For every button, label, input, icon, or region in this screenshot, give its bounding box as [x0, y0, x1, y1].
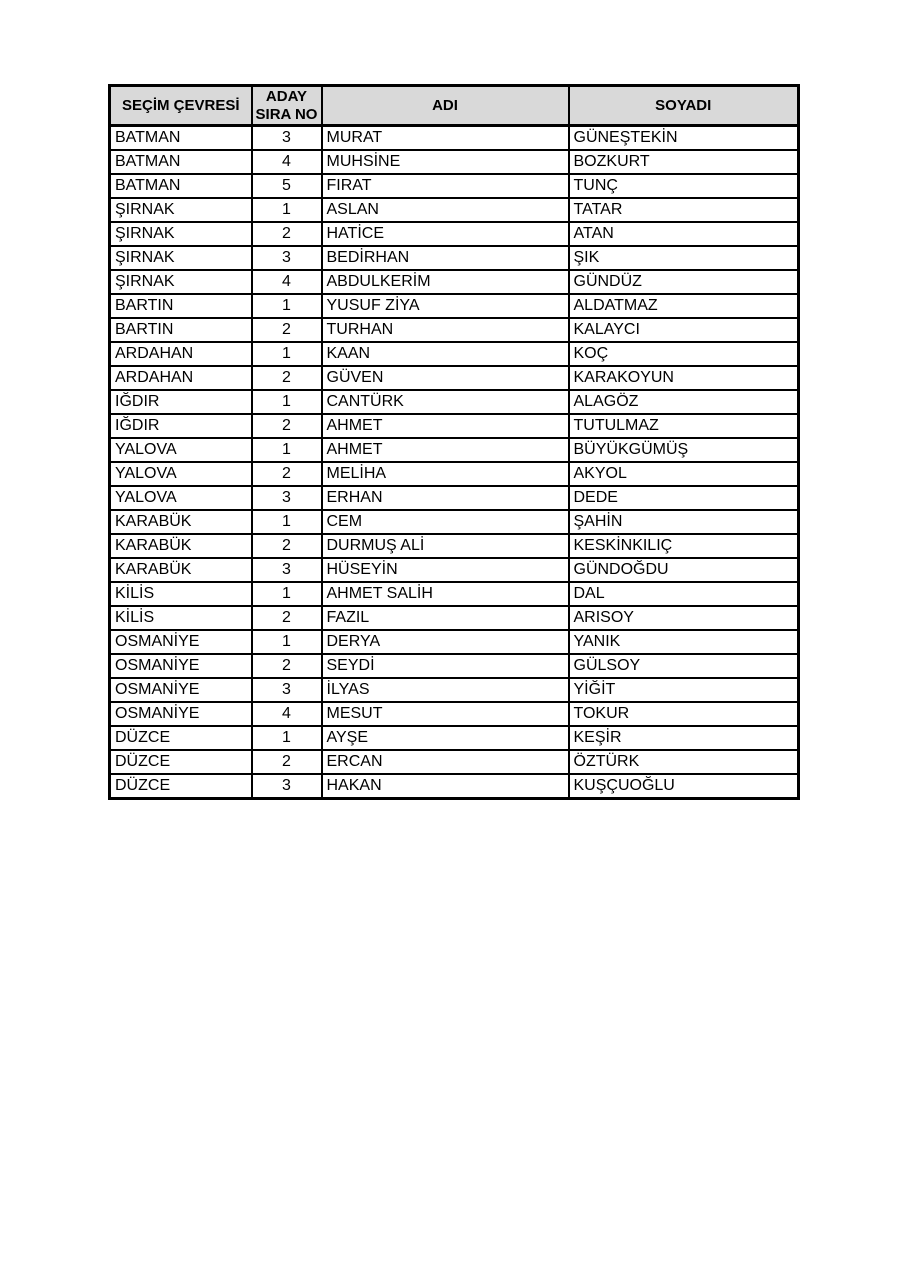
table-cell-district: OSMANİYE: [110, 630, 252, 654]
table-cell-district: ŞIRNAK: [110, 198, 252, 222]
table-cell-name: CANTÜRK: [322, 390, 569, 414]
table-cell-order: 2: [252, 318, 322, 342]
table-cell-district: KARABÜK: [110, 558, 252, 582]
table-cell-name: HÜSEYİN: [322, 558, 569, 582]
table-row: [110, 126, 799, 151]
table-cell-surname: ŞIK: [569, 246, 799, 270]
table-cell-order: 1: [252, 294, 322, 318]
table-row: [110, 174, 799, 198]
table-cell-order: 4: [252, 150, 322, 174]
table-cell-order: 2: [252, 414, 322, 438]
table-row: [110, 414, 799, 438]
table-cell-district: YALOVA: [110, 438, 252, 462]
table-cell-surname: GÜNEŞTEKİN: [569, 126, 799, 151]
table-cell-surname: KOÇ: [569, 342, 799, 366]
table-cell-order: 3: [252, 246, 322, 270]
table-cell-surname: TUNÇ: [569, 174, 799, 198]
table-cell-district: IĞDIR: [110, 390, 252, 414]
table-cell-name: AHMET: [322, 438, 569, 462]
table-cell-surname: KESKİNKILIÇ: [569, 534, 799, 558]
table-cell-name: ASLAN: [322, 198, 569, 222]
table-cell-order: 3: [252, 678, 322, 702]
table-cell-name: AHMET: [322, 414, 569, 438]
table-cell-order: 2: [252, 462, 322, 486]
table-row: [110, 438, 799, 462]
table-cell-district: KİLİS: [110, 582, 252, 606]
table-cell-name: MUHSİNE: [322, 150, 569, 174]
table-row: [110, 678, 799, 702]
table-row: [110, 294, 799, 318]
table-cell-order: 4: [252, 270, 322, 294]
table-cell-order: 1: [252, 582, 322, 606]
header-cell-name: ADI: [322, 86, 569, 126]
table-cell-surname: YİĞİT: [569, 678, 799, 702]
table-cell-surname: ATAN: [569, 222, 799, 246]
table-cell-surname: ALDATMAZ: [569, 294, 799, 318]
table-row: [110, 270, 799, 294]
table-cell-name: DERYA: [322, 630, 569, 654]
table-row: [110, 342, 799, 366]
table-cell-surname: DEDE: [569, 486, 799, 510]
table-cell-order: 2: [252, 750, 322, 774]
table-cell-district: ŞIRNAK: [110, 270, 252, 294]
table-cell-district: KARABÜK: [110, 510, 252, 534]
table-cell-surname: ÖZTÜRK: [569, 750, 799, 774]
table-row: [110, 222, 799, 246]
table-row: [110, 558, 799, 582]
table-row: [110, 318, 799, 342]
table-cell-surname: KEŞİR: [569, 726, 799, 750]
table-cell-district: ŞIRNAK: [110, 246, 252, 270]
table-cell-order: 3: [252, 486, 322, 510]
table-cell-surname: TOKUR: [569, 702, 799, 726]
table-cell-surname: ARISOY: [569, 606, 799, 630]
table-cell-name: YUSUF ZİYA: [322, 294, 569, 318]
table-cell-order: 3: [252, 126, 322, 151]
table-row: [110, 702, 799, 726]
table-cell-order: 1: [252, 510, 322, 534]
table-cell-district: BATMAN: [110, 126, 252, 151]
table-cell-surname: BOZKURT: [569, 150, 799, 174]
table-row: [110, 726, 799, 750]
table-cell-district: IĞDIR: [110, 414, 252, 438]
header-cell-order: ADAY SIRA NO: [252, 86, 322, 126]
table-cell-surname: ŞAHİN: [569, 510, 799, 534]
table-cell-order: 1: [252, 630, 322, 654]
table-cell-name: MELİHA: [322, 462, 569, 486]
table-cell-order: 1: [252, 198, 322, 222]
table-cell-order: 2: [252, 366, 322, 390]
table-row: [110, 750, 799, 774]
table-cell-order: 4: [252, 702, 322, 726]
table-cell-order: 1: [252, 342, 322, 366]
table-cell-district: BARTIN: [110, 318, 252, 342]
table-cell-district: OSMANİYE: [110, 654, 252, 678]
header-cell-district: SEÇİM ÇEVRESİ: [110, 86, 252, 126]
table-cell-name: MURAT: [322, 126, 569, 151]
table-row: [110, 654, 799, 678]
table-cell-district: YALOVA: [110, 462, 252, 486]
header-cell-surname: SOYADI: [569, 86, 799, 126]
table-cell-surname: KUŞÇUOĞLU: [569, 774, 799, 799]
table-cell-district: DÜZCE: [110, 726, 252, 750]
table-cell-district: BATMAN: [110, 174, 252, 198]
table-cell-order: 1: [252, 390, 322, 414]
table-cell-name: MESUT: [322, 702, 569, 726]
table-cell-name: HAKAN: [322, 774, 569, 799]
table-row: [110, 198, 799, 222]
table-row: [110, 510, 799, 534]
table-cell-name: ABDULKERİM: [322, 270, 569, 294]
table-cell-order: 2: [252, 654, 322, 678]
table-row: [110, 534, 799, 558]
table-cell-district: KİLİS: [110, 606, 252, 630]
table-cell-name: AYŞE: [322, 726, 569, 750]
table-cell-name: CEM: [322, 510, 569, 534]
table-cell-order: 2: [252, 606, 322, 630]
table-cell-surname: GÜNDÜZ: [569, 270, 799, 294]
table-cell-surname: KALAYCI: [569, 318, 799, 342]
table-cell-district: OSMANİYE: [110, 678, 252, 702]
table-cell-name: GÜVEN: [322, 366, 569, 390]
table-row: [110, 606, 799, 630]
table-cell-surname: YANIK: [569, 630, 799, 654]
table-row: [110, 774, 799, 799]
table-cell-name: TURHAN: [322, 318, 569, 342]
table-cell-order: 1: [252, 726, 322, 750]
table-cell-name: DURMUŞ ALİ: [322, 534, 569, 558]
table-cell-surname: TATAR: [569, 198, 799, 222]
table-cell-name: İLYAS: [322, 678, 569, 702]
table-cell-order: 2: [252, 222, 322, 246]
table-cell-surname: DAL: [569, 582, 799, 606]
table-row: [110, 366, 799, 390]
table-row: [110, 486, 799, 510]
table-cell-surname: ALAGÖZ: [569, 390, 799, 414]
table-cell-district: OSMANİYE: [110, 702, 252, 726]
table-cell-district: BATMAN: [110, 150, 252, 174]
table-cell-surname: KARAKOYUN: [569, 366, 799, 390]
table-cell-district: BARTIN: [110, 294, 252, 318]
table-cell-district: ŞIRNAK: [110, 222, 252, 246]
table-cell-order: 3: [252, 558, 322, 582]
table-cell-name: ERCAN: [322, 750, 569, 774]
table-cell-order: 5: [252, 174, 322, 198]
table-cell-surname: GÜNDOĞDU: [569, 558, 799, 582]
table-header: [110, 86, 799, 126]
table-cell-district: KARABÜK: [110, 534, 252, 558]
table-row: [110, 630, 799, 654]
table-cell-name: ERHAN: [322, 486, 569, 510]
table-cell-name: BEDİRHAN: [322, 246, 569, 270]
table-cell-order: 1: [252, 438, 322, 462]
table-cell-name: FAZIL: [322, 606, 569, 630]
table-cell-surname: BÜYÜKGÜMÜŞ: [569, 438, 799, 462]
table-row: [110, 150, 799, 174]
table-row: [110, 390, 799, 414]
table-row: [110, 462, 799, 486]
table-row: [110, 582, 799, 606]
table-cell-district: ARDAHAN: [110, 366, 252, 390]
table-cell-district: DÜZCE: [110, 750, 252, 774]
table-cell-name: AHMET SALİH: [322, 582, 569, 606]
table-cell-name: KAAN: [322, 342, 569, 366]
table-cell-surname: GÜLSOY: [569, 654, 799, 678]
table-cell-name: FIRAT: [322, 174, 569, 198]
table-cell-order: 3: [252, 774, 322, 799]
table-cell-name: HATİCE: [322, 222, 569, 246]
table-body: [110, 126, 799, 799]
candidate-table: [108, 84, 800, 800]
table-cell-order: 2: [252, 534, 322, 558]
table-cell-name: SEYDİ: [322, 654, 569, 678]
table-cell-district: DÜZCE: [110, 774, 252, 799]
table-cell-district: ARDAHAN: [110, 342, 252, 366]
table-cell-surname: AKYOL: [569, 462, 799, 486]
table-cell-surname: TUTULMAZ: [569, 414, 799, 438]
header-row: [110, 86, 799, 126]
table-row: [110, 246, 799, 270]
table-cell-district: YALOVA: [110, 486, 252, 510]
